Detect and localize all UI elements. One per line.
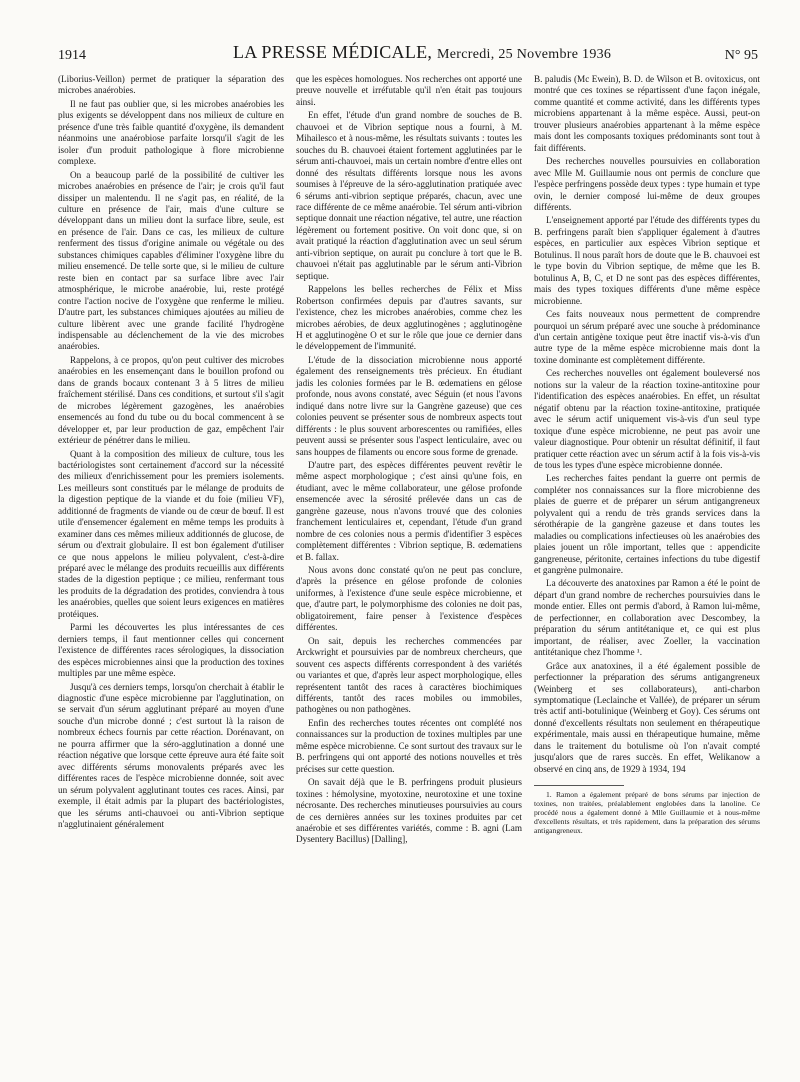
paragraph: L'étude de la dissociation microbienne nous apporté également des renseignements très précieux. En étudiant jadis les colonies formées par le B. œdematiens en gélose profonde, nous avons constaté, avec Séguin (et nous l'avons indiqué dans notre livre sur la Gangrène gazeuse) que ces colonies peuvent se présenter sous de nombreux aspects tout différents : le plus souvent arborescentes ou ramifiées, elles peuvent aussi se présenter sous l'aspect lenticulaire, avec ou sans houppes de filaments ou encore sous forme de grenade. bbox=[296, 354, 522, 457]
paragraph: Enfin des recherches toutes récentes ont complété nos connaissances sur la production de toxines multiples par une même espèce microbienne. Ce sont surtout des travaux sur le B. perfringens qui ont apporté des notions nouvelles et très précises sur cette question. bbox=[296, 717, 522, 774]
column-3 bbox=[534, 74, 760, 1076]
paragraph: Il ne faut pas oublier que, si les microbes anaérobies les plus exigents se développent dans nos milieux de culture en présence d'une très faible quantité d'oxygène, ils demandent néanmoins une anaérobiose parfaite lorsqu'il s'agit de les isoler d'un produit pathologique à flore microbienne complexe. bbox=[58, 98, 284, 167]
issue-number: N° 95 bbox=[724, 48, 758, 63]
paragraph: On savait déjà que le B. perfringens produit plusieurs toxines : hémolysine, myotoxine, neurotoxine et une toxine nécrosante. Des recherches minutieuses poursuivies au cours de ces dernières années sur les toxines produites par cet anaérobie et ses différentes variétés, comme : B. agni (Lam Dysentery Bacillus) [Dalling], bbox=[296, 777, 522, 845]
paragraph: En effet, l'étude d'un grand nombre de souches de B. chauvoei et de Vibrion septique nous a fourni, à M. Mihailesco et à nous-même, les résultats suivants : toutes les souches du B. chauvoei étaient fortement agglutinées par le sérum anti-chauvoei, mais un certain nombre d'entre elles ont donné des résultats différents lorsque nous les avons soumises à l'épreuve de la séro-agglutination pratiquée avec 6 sérums anti-vibrion septique préparés, chacun, avec une race différente de ce même anaérobie. Tel sérum anti-vibrion septique donnait une réaction négative, tel autre, une réaction légèrement ou fortement positive. On voit donc que, si on avait pratiqué la réaction d'agglutination avec un seul sérum anti-vibrion septique, on aurait pu conclure à tort que le B. chauvoei n'était pas agglutinable par le sérum anti-Vibrion septique. bbox=[296, 110, 522, 281]
paragraph: On a beaucoup parlé de la possibilité de cultiver les microbes anaérobies en présence de l'air; je crois qu'il faut dissiper un malentendu. Il ne s'agit pas, en réalité, de la culture en présence de l'air, mais d'une culture se développant dans un milieu dont la surface libre, seule, est en présence de l'air. Dans ce cas, les milieux de culture renferment des tissus d'origine animale ou végétale ou des substances chimiques capables d'éliminer l'oxygène libre du milieu ensemencé. De telle sorte que, si le milieu de culture reste bien en contact par sa surface libre avec l'air atmosphérique, le microbe anaérobie, lui, reste protégé contre l'action nocive de l'oxygène que renferme le milieu. D'autre part, les substances chimiques ajoutées au milieu de culture libèrent avec une grande facilité l'hydrogène indispensable au déclenchement de la vie des microbes anaérobies. bbox=[58, 169, 284, 352]
journal-name: LA PRESSE MÉDICALE, bbox=[233, 42, 433, 62]
paragraph: Quant à la composition des milieux de culture, tous les bactériologistes sont certainement d'accord sur la nécessité des milieux d'enrichissement pour les premiers isolements. Les meilleurs sont constitués par le mélange de produits de la digestion peptique de la viande et du foie (milieu VF), additionné de fragments de viande ou de cœur de bœuf. Il est utile d'ensemencer également en même temps les produits à examiner dans ces mêmes milieux additionnés de glucose, de sérum ou d'extrait globulaire. Il est bon également d'utiliser ce que nous appelons le milieu polyvalent, c'est-à-dire préparé avec le mélange des produits recueillis aux différents stades de la digestion peptique ; ce milieu, renfermant tous les produits de la dégradation des protides, conviendra à tous les anaérobies, quelles que soient leurs exigences en matières protéiques. bbox=[58, 448, 284, 619]
issue-date: Mercredi, 25 Novembre 1936 bbox=[437, 47, 612, 62]
paragraph: Rappelons les belles recherches de Félix et Miss Robertson confirmées depuis par d'autres savants, sur l'existence, chez les microbes anaérobies, comme chez les microbes aérobies, de deux agglutinogènes ; agglutinogène H et agglutinogène O et sur le rôle que joue ce dernier dans le développement de l'immunité. bbox=[296, 284, 522, 352]
paragraph: La découverte des anatoxines par Ramon a été le point de départ d'un grand nombre de recherches poursuivies dans le monde entier. Elles ont permis d'abord, à Ramon lui-même, de perfectionner, en collaboration avec Descombey, la préparation du sérum antitétanique et, ce qui est plus important, de réaliser, avec Zoeller, la vaccination antitétanique chez l'homme ¹. bbox=[534, 578, 760, 658]
paragraph: que les espèces homologues. Nos recherches ont apporté une preuve nouvelle et irréfutable qu'il n'en était pas toujours ainsi. bbox=[296, 74, 522, 107]
paragraph: (Liborius-Veillon) permet de pratiquer la séparation des microbes anaérobies. bbox=[58, 74, 284, 96]
paragraph: Ces faits nouveaux nous permettent de comprendre pourquoi un sérum préparé avec une souche à prédominance d'un certain antigène toxique peut être inactif vis-à-vis d'un autre type de la même espèce microbienne mais dont la toxine dominante est complètement différente. bbox=[534, 309, 760, 365]
paragraph: Parmi les découvertes les plus intéressantes de ces derniers temps, il faut mentionner celles qui concernent l'existence de différentes races sérologiques, la dissociation des espèces microbiennes ainsi que la production des toxines multiples par une même espèce. bbox=[58, 622, 284, 679]
paragraph: D'autre part, des espèces différentes peuvent revêtir le même aspect morphologique ; c'est ainsi qu'une fois, en étudiant, avec le même collaborateur, une gélose profonde ensemencée avec la sérosité prélevée dans un cas de gangrène gazeuse, nous n'avons trouvé que des colonies franchement lenticulaires et, cependant, l'étude d'un grand nombre de ces colonies nous a permis d'identifier 3 espèces complètement différentes : Vibrion septique, B. œdematiens et B. fallax. bbox=[296, 459, 522, 562]
paragraph: Des recherches nouvelles poursuivies en collaboration avec Mlle M. Guillaumie nous ont permis de conclure que l'espèce perfringens possède deux types : type humain et type ovin, le dernier composé lui-même de deux groupes différents. bbox=[534, 156, 760, 212]
paragraph: Les recherches faites pendant la guerre ont permis de compléter nos connaissances sur la flore microbienne des plaies de guerre et de préparer un sérum antigangreneux polyvalent qui a rendu de très grands services dans la sérothérapie de la gangrène gazeuse et dans toutes les maladies ou complications infectieuses où les anaérobies des plaies jouent un rôle important, telles que : appendicite gangreneuse, péritonite, certaines infections du tube digestif et gangrène pulmonaire. bbox=[534, 473, 760, 576]
footnote: 1. Ramon a également préparé de bons sérums par injection de toxines, non traitées, préalablement englobées dans la lanoline. Ce procédé nous a également donné à Mlle Guillaumie et à nous-même d'excellents résultats, et très rapidement, dans la préparation des sérums antigangreneux. bbox=[534, 790, 760, 836]
column-1 bbox=[58, 74, 284, 1076]
paragraph: L'enseignement apporté par l'étude des différents types du B. perfringens paraît bien s'appliquer également à d'autres espèces, en particulier aux espèces Vibrion septique et Botulinus. Il nous paraît hors de doute que le B. chauvoei est le type bovin du Vibrion septique, de même que les B. botulinus A, B, C, et D ne sont pas des espèces différentes, mais des types toxiques différents d'une même espèce microbienne. bbox=[534, 215, 760, 306]
paragraph: Nous avons donc constaté qu'on ne peut pas conclure, d'après la présence en gélose profonde de colonies uniformes, à l'existence d'une seule espèce microbienne, et que, d'autre part, le polymorphisme des colonies ne doit pas, obligatoirement, faire penser à l'existence d'espèces différentes. bbox=[296, 565, 522, 633]
paragraph: On sait, depuis les recherches commencées par Arckwright et poursuivies par de nombreux chercheurs, que souvent ces aspects différents correspondent à des variétés ou variantes et que, d'après leur aspect morphologique, elles représentent tantôt des races à caractères biochimiques différents, tantôt des races mobiles ou immobiles, pathogènes ou non pathogènes. bbox=[296, 635, 522, 715]
paragraph: B. paludis (Mc Ewein), B. D. de Wilson et B. ovitoxicus, ont montré que ces toxines se répartissent d'une façon inégale, comme quantité et comme activité, dans les différents types microbiens appartenant à la même espèce. Aussi, peut-on trouver plusieurs anaérobies appartenant à la même espèce mais dont les composants toxiques prédominants sont tout à fait différents. bbox=[534, 74, 760, 153]
column-2 bbox=[296, 74, 522, 1076]
paragraph: Rappelons, à ce propos, qu'on peut cultiver des microbes anaérobies en les ensemençant dans le bouillon profond ou dans de grands bocaux contenant 3 à 5 litres de milieu fraîchement stérilisé. Dans ces conditions, et surtout s'il s'agit de microbes légèrement gazogènes, les anaérobies ensemencés au fond du tube ou du bocal commencent à se développer et, par leur production de gaz, empêchent l'air extérieur de pénétrer dans le milieu. bbox=[58, 354, 284, 446]
page-number: 1914 bbox=[58, 48, 86, 63]
paragraph: Ces recherches nouvelles ont également bouleversé nos notions sur la valeur de la réaction toxine-antitoxine pour l'identification des espèces anaérobies. En effet, un résultat négatif obtenu par la réaction toxine-antitoxine, pratiquée avec le sérum actif uniquement vis-à-vis d'un seul type toxique d'une espèce microbienne, ne peut pas avoir une valeur diagnostique. Pour obtenir un résultat définitif, il faut pratiquer cette réaction avec un sérum actif à la fois vis-à-vis de tous les types d'une espèce microbienne donnée. bbox=[534, 368, 760, 470]
paragraph: Jusqu'à ces derniers temps, lorsqu'on cherchait à établir le diagnostic d'une espèce microbienne par l'agglutination, on se servait d'un sérum agglutinant préparé au moyen d'une souche d'un microbe donné ; c'est surtout là la raison de nombreux échecs fournis par cette réaction. Dorénavant, on ne pourra affirmer que la séro-agglutination a donné une réaction négative que lorsque cette épreuve aura été faite soit avec différents sérums monovalents préparés avec les différentes races de l'espèce microbienne donnée, soit avec un sérum polyvalent agglutinant toutes ces races. Ainsi, par exemple, il était admis par la plupart des bactériologistes, que les sérums anti-chauvoei ou anti-Vibrion septique n'agglutinaient généralement bbox=[58, 681, 284, 829]
paragraph: Grâce aux anatoxines, il a été également possible de perfectionner la préparation des sérums antigangreneux (Weinberg et ses collaborateurs), anti-charbon symptomatique (Leclainche et Vallée), de préparer un sérum très actif anti-botulinique (Weinberg et Goy). Ces sérums ont donné d'excellents résultats non seulement en thérapeutique expérimentale, mais aussi en thérapeutique humaine, même dans le traitement du botulisme où l'on n'avait compté jusqu'alors que de rares succès. En effet, Welikanow a observé en cinq ans, de 1929 à 1934, 194 bbox=[534, 660, 760, 774]
column-3-body bbox=[534, 74, 760, 775]
running-header bbox=[58, 42, 758, 70]
article-body bbox=[58, 74, 760, 1076]
journal-title bbox=[233, 42, 611, 63]
footnote-divider bbox=[534, 785, 624, 786]
